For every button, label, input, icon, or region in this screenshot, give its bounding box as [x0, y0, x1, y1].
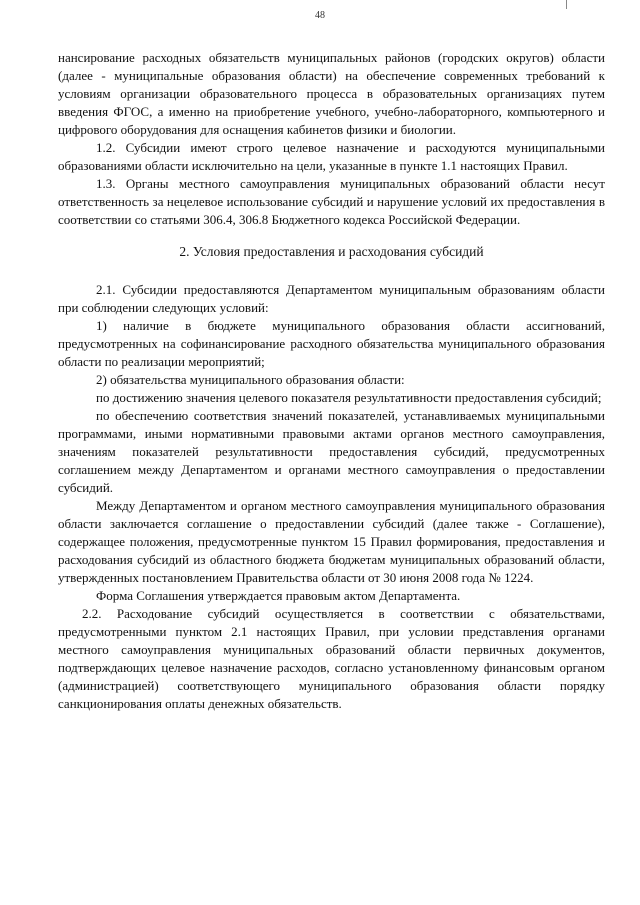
scan-edge-mark [566, 0, 567, 9]
paragraph-agreement-form: Форма Соглашения утверждается правовым актом Департамента. [96, 588, 461, 603]
paragraph-1-2: 1.2. Субсидии имеют строго целевое назначение и расходуются муниципальными образованиями области исключительно на цели, указанные в пункте 1.1 настоящих Правил. [58, 140, 605, 173]
sub-item-indicator-compliance: по обеспечению соответствия значений показателей, устанавливаемых муниципальными программами, иными нормативными правовыми актами органов местного самоуправления, значениям показателей результативности предоставления субсидий, предусмотренных соглашением между Департаментом и органами местного самоуправления о предоставлении субсидий. [58, 408, 605, 495]
paragraph-continuation: нансирование расходных обязательств муниципальных районов (городских округов) области (далее - муниципальные образования области) на обеспечение современных требований к условиям организации образовательного процесса в образовательных организациях путем введения ФГОС, а именно на приобретение учебного, учебно-лабораторного, компьютерного и цифрового оборудования для оснащения кабинетов физики и биологии. [58, 50, 605, 137]
page-number: 48 [315, 10, 325, 21]
paragraph-1-3: 1.3. Органы местного самоуправления муниципальных образований области несут ответственность за нецелевое использование субсидий и нарушение условий их предоставления в соответствии со статьями 306.4, 306.8 Бюджетного кодекса Российской Федерации. [58, 176, 605, 227]
paragraph-agreement: Между Департаментом и органом местного самоуправления муниципального образования области заключается соглашение о предоставлении субсидий (далее также - Соглашение), содержащее положения, предусмотренные пунктом 15 Правил формирования, предоставления и расходования субсидий из областного бюджета бюджетам муниципальных образований области, утвержденных постановлением Правительства области от 30 июня 2008 года № 1224. [58, 498, 605, 585]
list-item-1: 1) наличие в бюджете муниципального образования области ассигнований, предусмотренных на софинансирование расходного обязательства муниципального образования области по реализации мероприятий; [58, 318, 605, 369]
document-body [58, 49, 605, 713]
list-item-2: 2) обязательства муниципального образования области: [96, 372, 405, 387]
section-title: 2. Условия предоставления и расходования субсидий [179, 244, 484, 259]
paragraph-2-1: 2.1. Субсидии предоставляются Департаментом муниципальным образованиям области при соблюдении следующих условий: [58, 282, 605, 315]
sub-item-target-indicator: по достижению значения целевого показателя результативности предоставления субсидий; [96, 390, 602, 405]
paragraph-2-2: 2.2. Расходование субсидий осуществляется в соответствии с обязательствами, предусмотренными пунктом 2.1 настоящих Правил, при условии представления органами местного самоуправления муниципальных образований области первичных документов, подтверждающих целевое назначение расходов, согласно установленному финансовым органом (администрацией) соответствующего муниципального образования области порядку санкционирования оплаты денежных обязательств. [58, 606, 605, 711]
